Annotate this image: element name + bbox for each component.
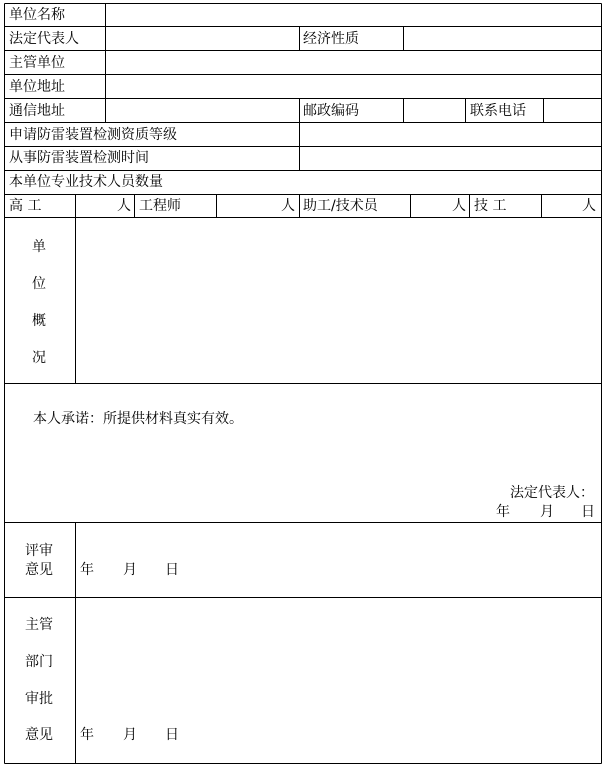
pledge-date-day: 日: [581, 504, 595, 520]
technician-label: 技 工: [474, 198, 507, 214]
approval-date-year: 年: [80, 727, 94, 743]
assistant-label: 助工/技术员: [303, 198, 378, 214]
legal-rep-signature-label: 法定代表人：: [510, 485, 594, 501]
assistant-unit: 人: [452, 198, 466, 214]
engaged-time-label: 从事防雷装置检测时间: [9, 150, 149, 166]
review-label-line2: 意见: [25, 562, 53, 578]
mail-address-label: 通信地址: [9, 103, 65, 119]
review-date-year: 年: [80, 562, 94, 578]
unit-address-label: 单位地址: [9, 79, 65, 95]
legal-rep-label: 法定代表人: [9, 31, 79, 47]
engineer-label: 工程师: [139, 198, 181, 214]
approval-label-line1: 主管: [25, 617, 53, 633]
unit-name-label: 单位名称: [9, 7, 65, 23]
staff-count-label: 本单位专业技术人员数量: [9, 174, 163, 190]
approval-label-line3: 审批: [25, 691, 53, 707]
pledge-date-year: 年: [496, 504, 510, 520]
engineer-unit: 人: [281, 198, 295, 214]
approval-date-day: 日: [165, 727, 179, 743]
economic-nature-label: 经济性质: [303, 31, 359, 47]
review-date-month: 月: [123, 562, 137, 578]
review-label-line1: 评审: [25, 543, 53, 559]
pledge-text: 本人承诺：所提供材料真实有效。: [33, 411, 243, 427]
overview-char: 概: [32, 313, 46, 329]
qualification-level-label: 申请防雷装置检测资质等级: [9, 127, 177, 143]
overview-char: 况: [32, 350, 46, 366]
pledge-date-month: 月: [540, 504, 554, 520]
overview-char: 单: [32, 239, 46, 255]
senior-engineer-unit: 人: [117, 198, 131, 214]
phone-label: 联系电话: [470, 103, 526, 119]
approval-label-line4: 意见: [25, 727, 53, 743]
technician-unit: 人: [582, 198, 596, 214]
unit-overview-label: [24, 236, 54, 384]
approval-label-line2: 部门: [25, 654, 53, 670]
postal-code-label: 邮政编码: [303, 103, 359, 119]
overview-char: 位: [32, 276, 46, 292]
senior-engineer-label: 高 工: [9, 198, 42, 214]
review-date-day: 日: [165, 562, 179, 578]
supervisor-unit-label: 主管单位: [9, 55, 65, 71]
approval-date-month: 月: [123, 727, 137, 743]
